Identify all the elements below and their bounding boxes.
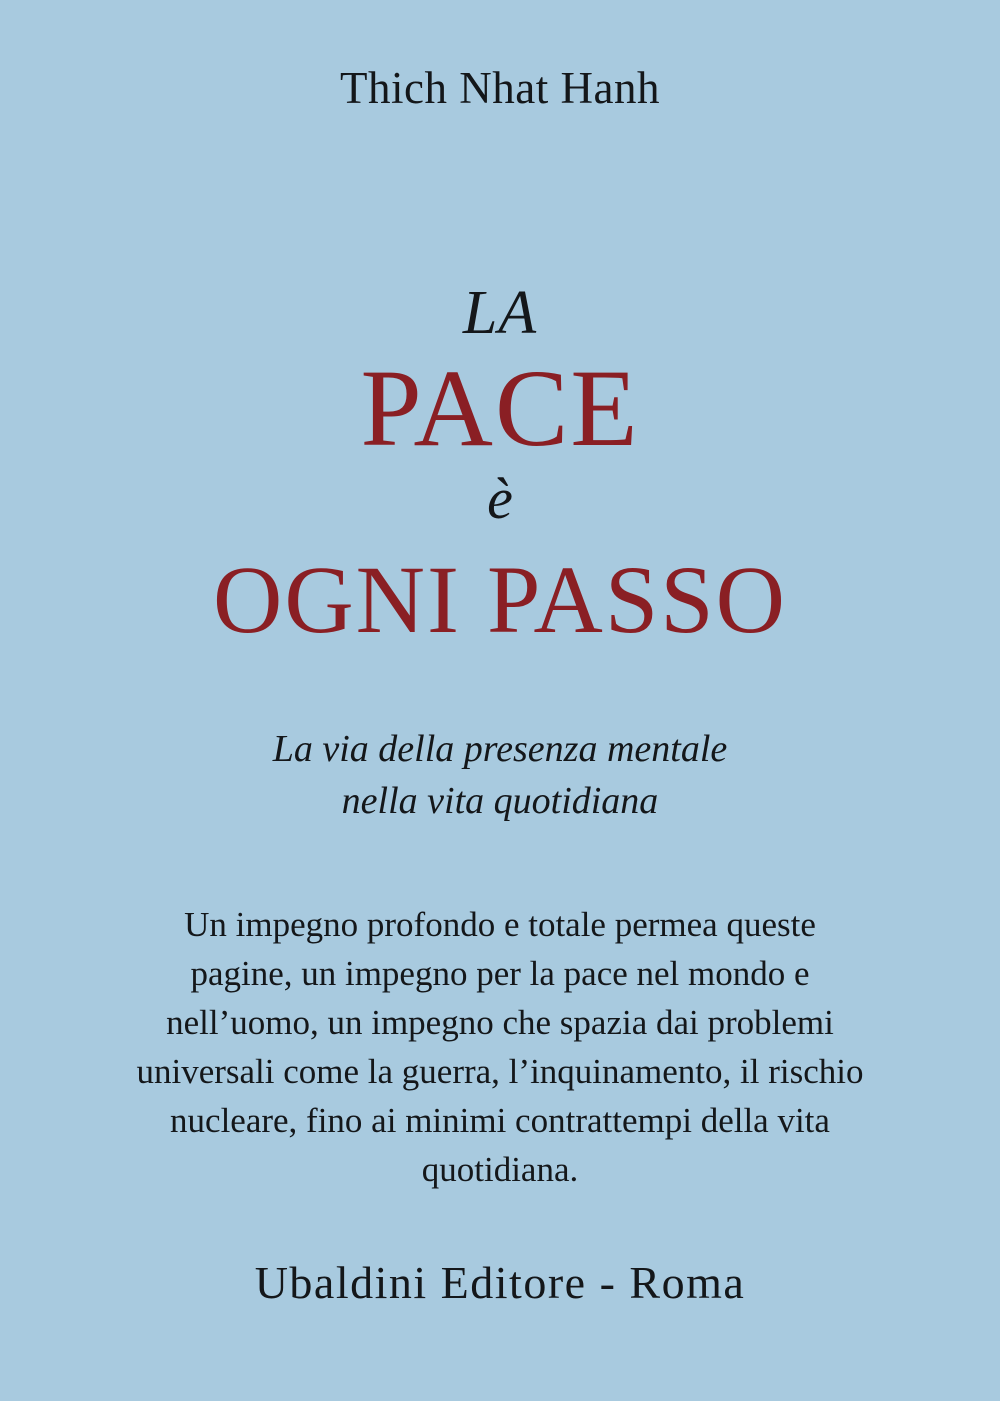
cover-blurb: Un impegno profondo e totale permea queste pagine, un impegno per la pace nel mondo e nell’uomo, un impegno che spazia dai problemi universali come la guerra, l’inquinamento, il rischio nucleare, fino ai minimi contrattempi della vita quotidiana. (136, 904, 864, 1189)
title-verb: è (487, 466, 513, 532)
subtitle-line-1: La via della presenza mentale (272, 727, 728, 770)
subtitle-line-2: nella vita quotidiana (341, 780, 659, 823)
author-name: Thich Nhat Hanh (340, 63, 660, 113)
title-main-word: PACE (360, 347, 640, 469)
title-article: LA (462, 279, 538, 347)
title-block (0, 279, 1000, 654)
subtitle (170, 723, 830, 828)
title-secondary-words: OGNI PASSO (213, 546, 787, 654)
publisher-imprint: Ubaldini Editore - Roma (254, 1257, 746, 1308)
